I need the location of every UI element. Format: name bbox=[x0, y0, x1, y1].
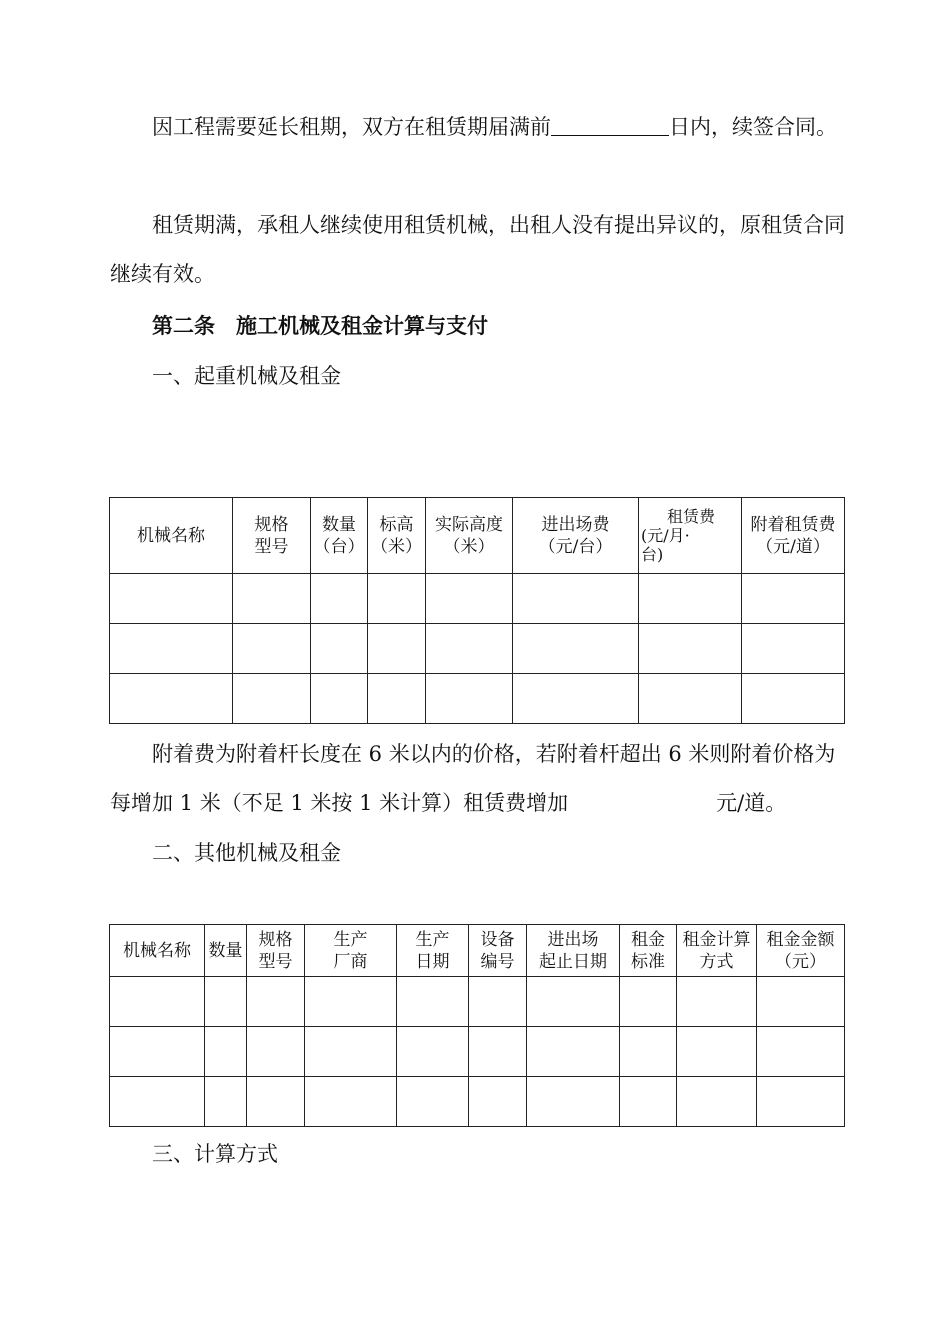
section-3-heading: 三、计算方式 bbox=[152, 1142, 278, 1166]
col-attachment-fee: 附着租赁费 （元/道） bbox=[742, 498, 845, 574]
col-rent-amount: 租金金额 （元） bbox=[757, 925, 845, 977]
attachment-text-before: 附着费为附着杆长度在 6 米以内的价格，若附着杆超出 6 米则附着价格为每增加 1 米（不足 1 米按 1 米计算）租赁费增加 bbox=[110, 742, 836, 815]
col-quantity: 数量 bbox=[205, 925, 247, 977]
expiry-paragraph: 租赁期满，承租人继续使用租赁机械，出租人没有提出异议的，原租赁合同继续有效。 bbox=[110, 213, 845, 286]
table-row bbox=[110, 574, 845, 624]
renewal-paragraph bbox=[110, 103, 845, 152]
table-header-row bbox=[110, 498, 845, 574]
section-1-heading: 一、起重机械及租金 bbox=[152, 364, 341, 388]
col-entry-exit-dates: 进出场 起止日期 bbox=[527, 925, 620, 977]
table-header-row bbox=[110, 925, 845, 977]
col-elevation: 标高 （米） bbox=[368, 498, 426, 574]
lifting-machinery-table bbox=[109, 497, 845, 724]
table-row bbox=[110, 674, 845, 724]
attachment-fee-paragraph bbox=[110, 730, 845, 828]
col-entry-exit-fee: 进出场费 （元/台） bbox=[513, 498, 639, 574]
renewal-text-before: 因工程需要延长租期，双方在租赁期届满前 bbox=[152, 115, 551, 139]
table-row bbox=[110, 624, 845, 674]
table-row bbox=[110, 1027, 845, 1077]
col-equipment-number: 设备 编号 bbox=[469, 925, 527, 977]
col-machine-name: 机械名称 bbox=[110, 498, 233, 574]
col-spec-model: 规格 型号 bbox=[233, 498, 311, 574]
col-rental-fee: 租赁费 (元/月· 台) bbox=[639, 498, 742, 574]
col-machine-name: 机械名称 bbox=[110, 925, 205, 977]
section-2-heading: 二、其他机械及租金 bbox=[152, 841, 341, 865]
table-row bbox=[110, 1077, 845, 1127]
col-quantity: 数量 （台） bbox=[311, 498, 368, 574]
col-manufacturer: 生产 厂商 bbox=[305, 925, 397, 977]
col-spec-model: 规格 型号 bbox=[247, 925, 305, 977]
col-rent-standard: 租金 标准 bbox=[620, 925, 677, 977]
col-production-date: 生产 日期 bbox=[397, 925, 469, 977]
article-2-heading: 第二条 施工机械及租金计算与支付 bbox=[152, 313, 488, 338]
col-actual-height: 实际高度 （米） bbox=[426, 498, 513, 574]
table-row bbox=[110, 977, 845, 1027]
renewal-text-after: 日内，续签合同。 bbox=[669, 115, 837, 139]
renewal-days-blank[interactable] bbox=[551, 113, 669, 136]
other-machinery-table bbox=[109, 924, 845, 1127]
col-rent-calc-method: 租金计算 方式 bbox=[677, 925, 757, 977]
attachment-text-after: 元/道。 bbox=[716, 791, 787, 815]
